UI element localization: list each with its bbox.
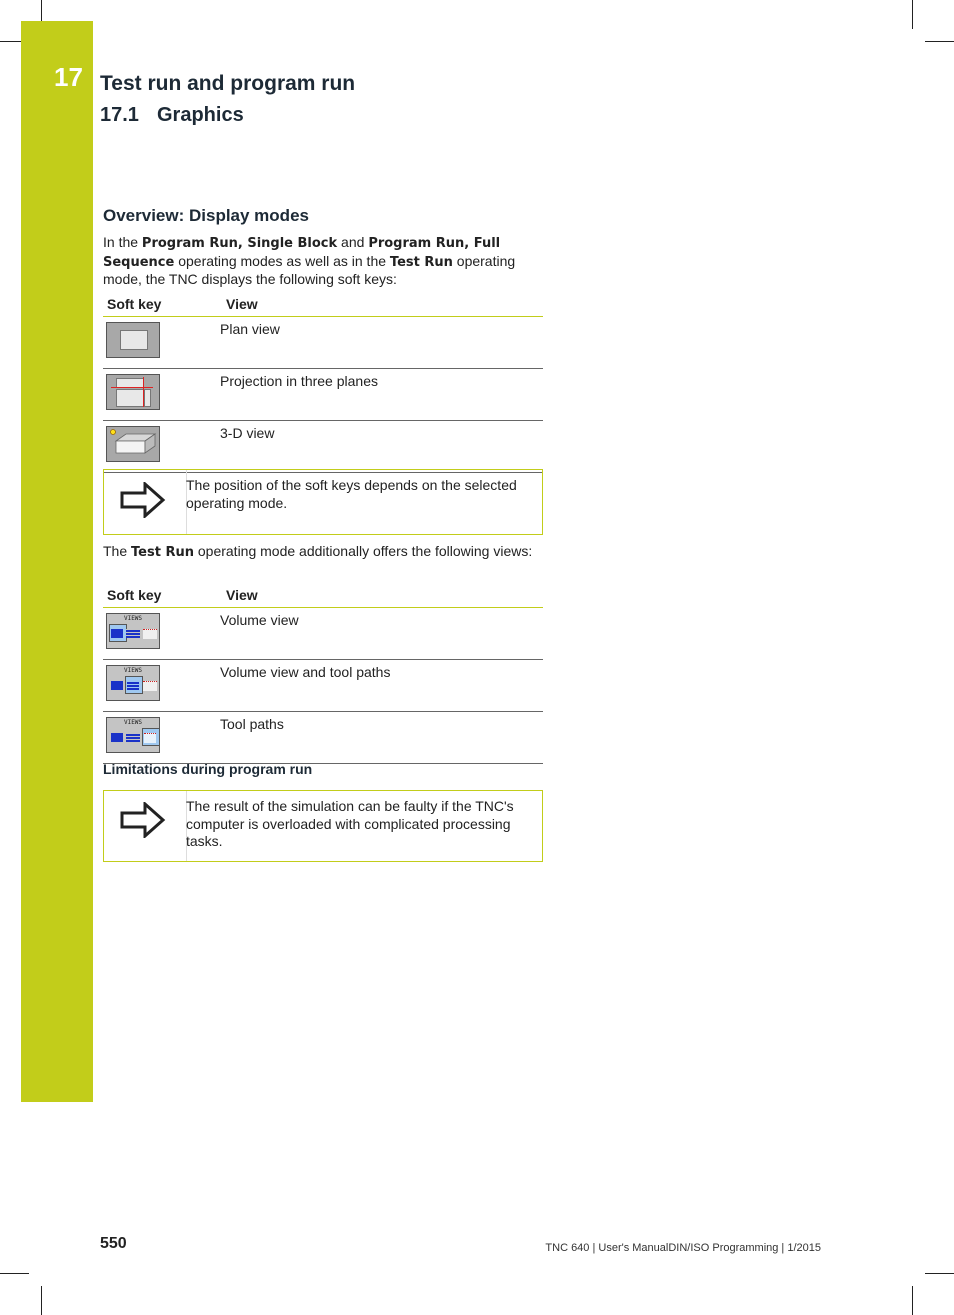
softkey-table-display-modes xyxy=(103,294,543,473)
crop-mark xyxy=(925,1273,954,1274)
crop-mark xyxy=(41,0,42,21)
intro-paragraph: In the Program Run, Single Block and Program Run, Full Sequence operating modes as well as in the Test Run operating mode, the TNC displays the following soft keys: xyxy=(103,234,516,287)
chapter-title: Test run and program run xyxy=(100,72,356,95)
column-header-view: View xyxy=(216,294,543,317)
view-name: Plan view xyxy=(216,317,543,369)
view-name: Projection in three planes xyxy=(216,369,543,421)
table-row xyxy=(103,369,543,421)
overview-heading: Overview: Display modes xyxy=(103,206,309,225)
softkey-label: VIEWS xyxy=(123,719,143,726)
chapter-side-bar xyxy=(21,21,93,1102)
table-row xyxy=(103,317,543,369)
mode-program-run-single-block: Program Run, Single Block xyxy=(141,236,338,251)
limitations-heading: Limitations during program run xyxy=(103,761,313,777)
volume-view-softkey-icon[interactable] xyxy=(106,613,160,649)
softkey-label: VIEWS xyxy=(123,667,143,674)
table-row xyxy=(103,660,543,712)
section-title xyxy=(100,104,244,127)
chapter-number: 17 xyxy=(54,62,83,92)
section-name: Graphics xyxy=(157,104,244,126)
crop-mark xyxy=(41,1286,42,1315)
plan-view-softkey-icon[interactable] xyxy=(106,322,160,358)
note-text: The result of the simulation can be faulty if the TNC's computer is overloaded with complicated processing tasks. xyxy=(186,798,514,849)
mode-test-run: Test Run xyxy=(131,545,194,560)
toolpaths-softkey-icon[interactable] xyxy=(106,717,160,753)
column-header-view: View xyxy=(216,585,543,608)
three-planes-softkey-icon[interactable] xyxy=(106,374,160,410)
crop-mark xyxy=(912,1286,913,1315)
view-name: Volume view and tool paths xyxy=(216,660,543,712)
column-header-softkey: Soft key xyxy=(103,294,216,317)
section-number: 17.1 xyxy=(100,104,139,126)
crop-mark xyxy=(0,41,21,42)
note-box xyxy=(103,469,543,535)
view-name: Volume view xyxy=(216,608,543,660)
note-text: The position of the soft keys depends on the selected operating mode. xyxy=(186,477,517,511)
volume-toolpaths-softkey-icon[interactable] xyxy=(106,665,160,701)
table-row xyxy=(103,608,543,660)
table-row xyxy=(103,421,543,473)
page-number: 550 xyxy=(100,1235,127,1252)
crop-mark xyxy=(925,41,954,42)
arrow-right-icon xyxy=(120,482,166,518)
view-name: 3-D view xyxy=(216,421,543,473)
column-header-softkey: Soft key xyxy=(103,585,216,608)
arrow-right-icon xyxy=(120,802,166,838)
softkey-label: VIEWS xyxy=(123,615,143,622)
crop-mark xyxy=(912,0,913,29)
footer-reference: TNC 640 | User's ManualDIN/ISO Programming | 1/2015 xyxy=(545,1242,821,1254)
mode-program-run-full-sequence: Program Run, Full Sequence xyxy=(103,236,501,270)
test-run-paragraph: The Test Run operating mode additionally offers the following views: xyxy=(103,543,533,560)
note-box xyxy=(103,790,543,862)
table-row xyxy=(103,712,543,764)
mode-test-run: Test Run xyxy=(389,254,453,270)
3d-view-softkey-icon[interactable] xyxy=(106,426,160,462)
softkey-table-test-run-views xyxy=(103,585,543,764)
crop-mark xyxy=(0,1273,29,1274)
view-name: Tool paths xyxy=(216,712,543,764)
